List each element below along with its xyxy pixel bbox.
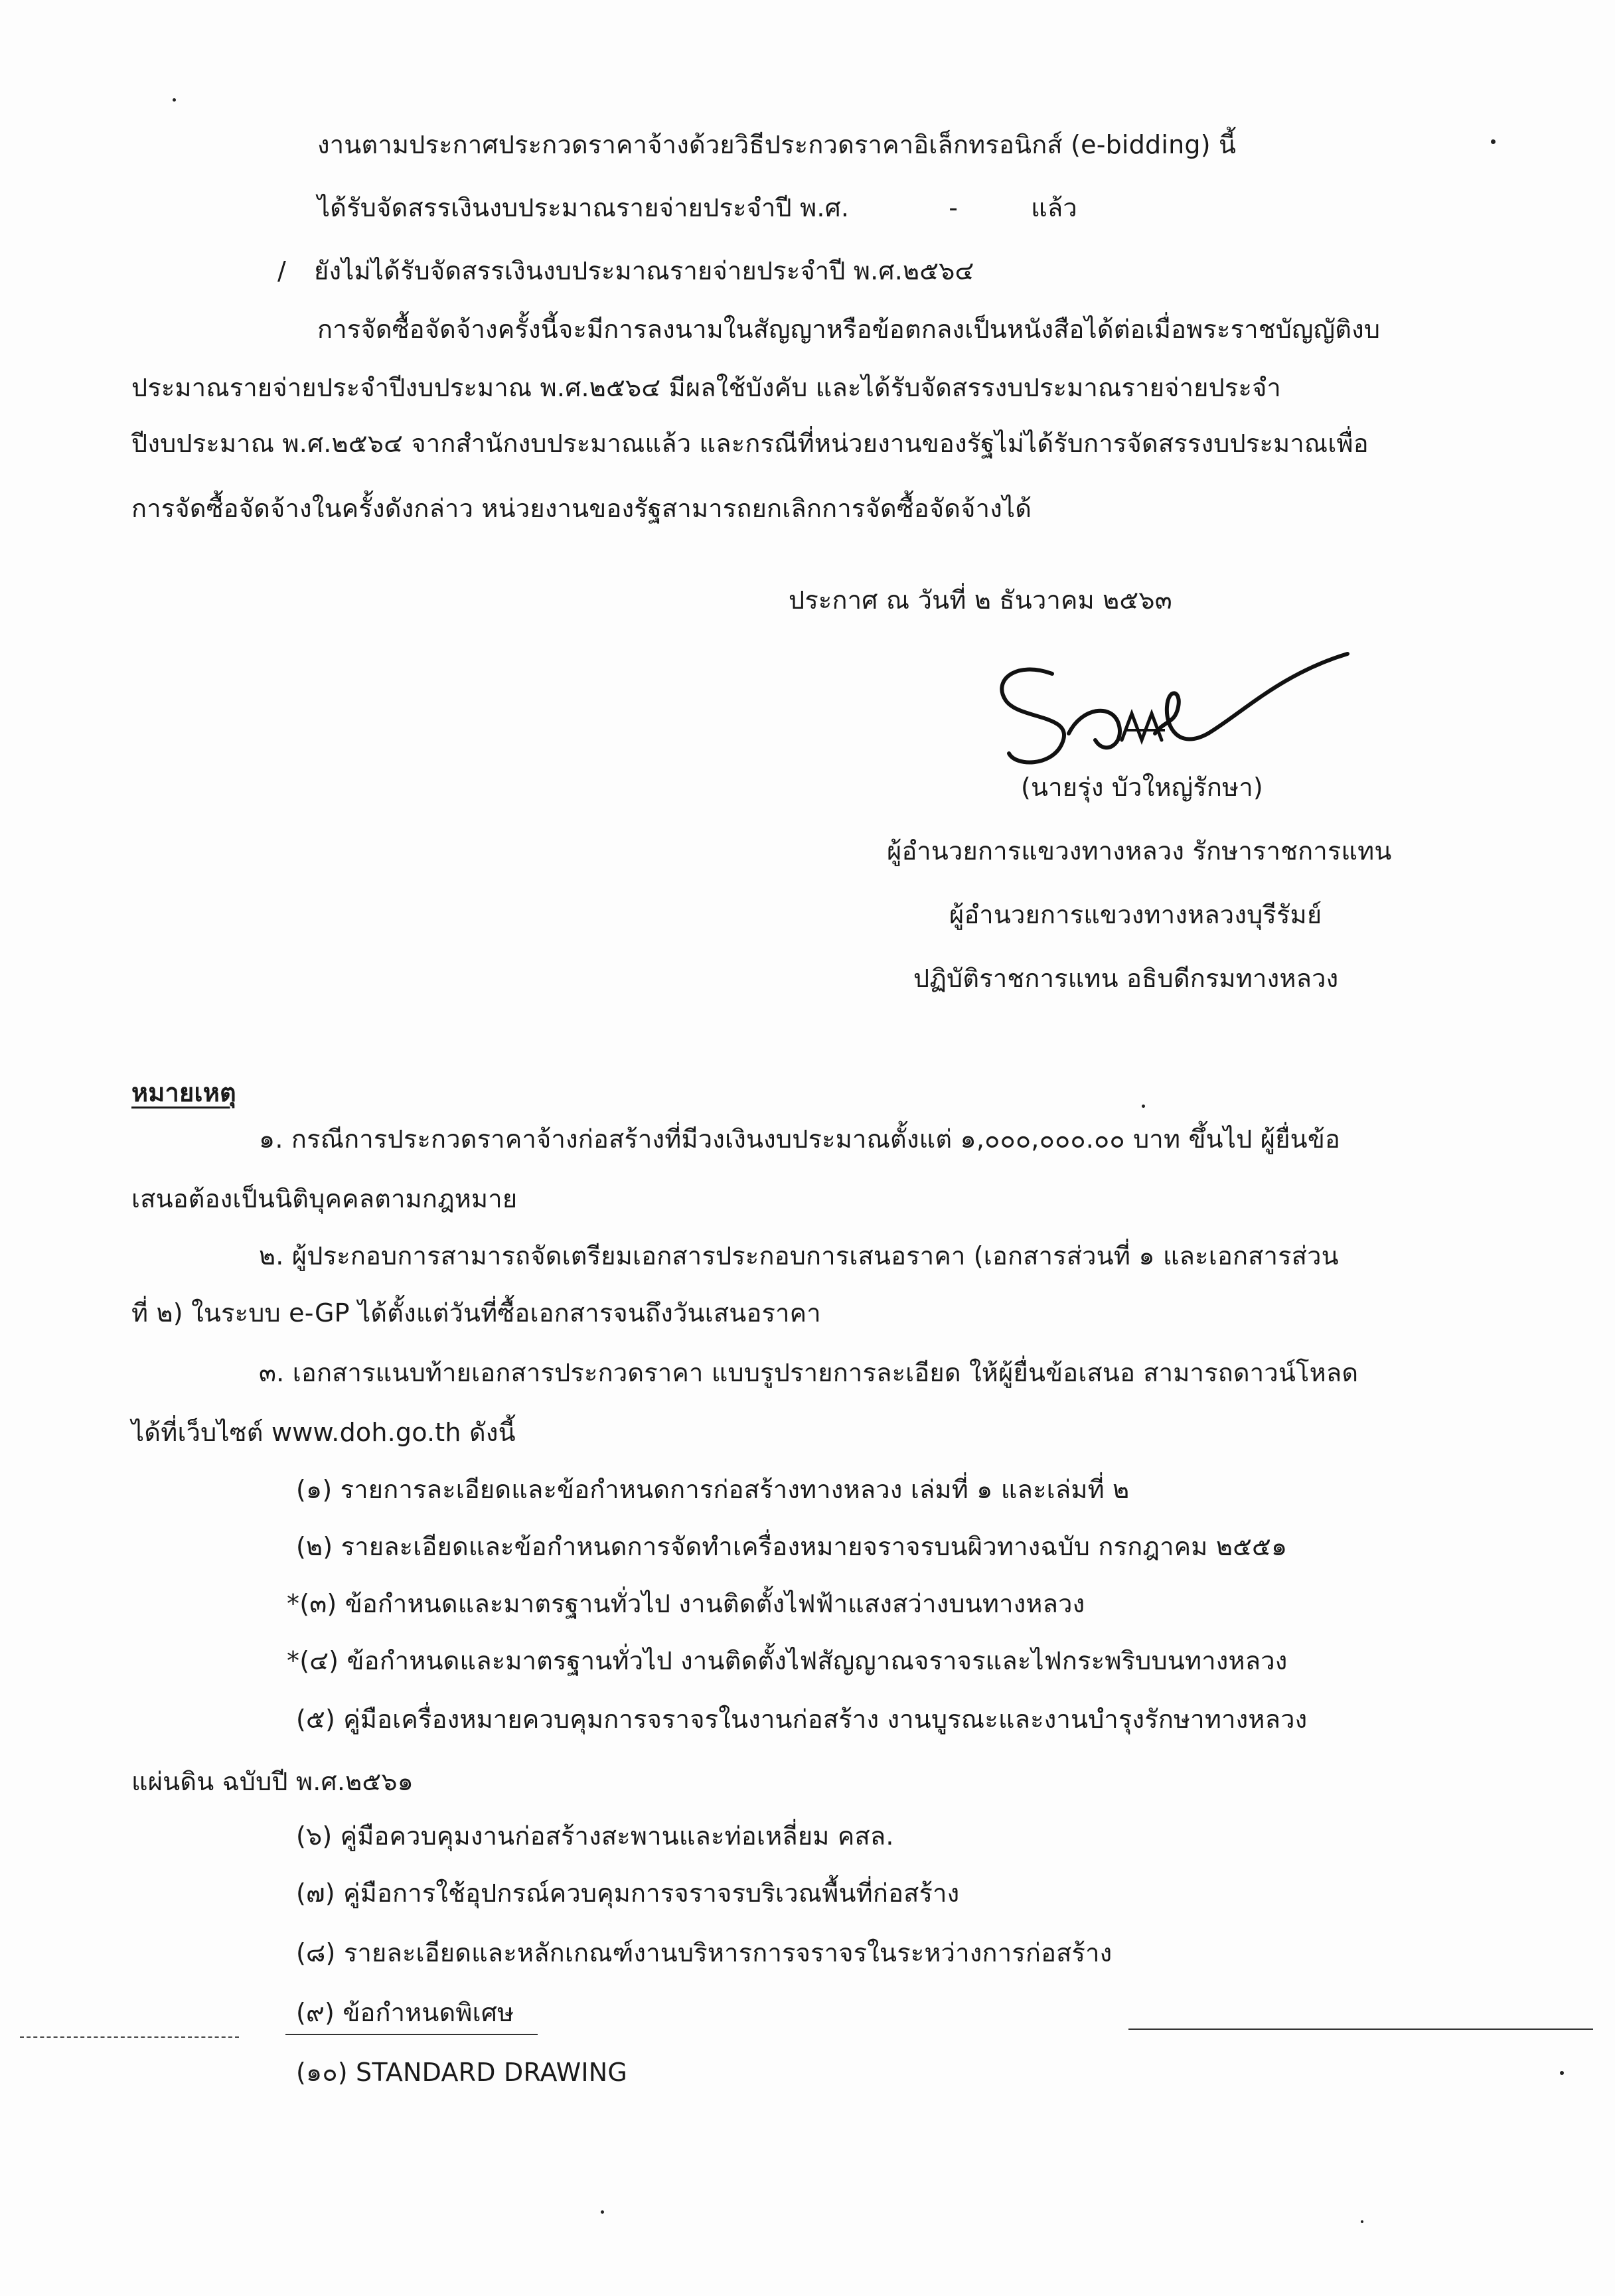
divider-left	[20, 2036, 239, 2038]
signatory-position-3: ปฏิบัติราชการแทน อธิบดีกรมทางหลวง	[913, 964, 1339, 993]
divider-mid	[285, 2034, 538, 2035]
document-item-9: (๙) ข้อกำหนดพิเศษ	[296, 1998, 514, 2027]
scan-speck	[1361, 2220, 1363, 2223]
condition-line-3: ปีงบประมาณ พ.ศ.๒๕๖๔ จากสำนักงบประมาณแล้ว และกรณีที่หน่วยงานของรัฐไม่ได้รับการจัดสรรงบประมาณเพื่อ	[131, 429, 1369, 458]
signatory-name: (นายรุ่ง บัวใหญ่รักษา)	[1021, 773, 1263, 802]
document-item-6: (๖) คู่มือควบคุมงานก่อสร้างสะพานและท่อเหลี่ยม คสล.	[296, 1821, 894, 1851]
announcement-date: ประกาศ ณ วันที่ ๒ ธันวาคม ๒๕๖๓	[789, 585, 1172, 615]
note-line-1: ๑. กรณีการประกวดราคาจ้างก่อสร้างที่มีวงเงินงบประมาณตั้งแต่ ๑,๐๐๐,๐๐๐.๐๐ บาท ขึ้นไป ผู้ยื่นข้อ	[259, 1124, 1341, 1154]
document-item-7: (๗) คู่มือการใช้อุปกรณ์ควบคุมการจราจรบริเวณพื้นที่ก่อสร้าง	[296, 1878, 960, 1908]
scan-speck	[173, 98, 176, 102]
document-item-3: *(๓) ข้อกำหนดและมาตรฐานทั่วไป งานติดตั้งไฟฟ้าแสงสว่างบนทางหลวง	[287, 1589, 1085, 1618]
budget-not-allocated-text: ยังไม่ได้รับจัดสรรเงินงบประมาณรายจ่ายประจำปี พ.ศ.๒๕๖๔	[314, 256, 974, 285]
condition-line-1: การจัดซื้อจัดจ้างครั้งนี้จะมีการลงนามในสัญญาหรือข้อตกลงเป็นหนังสือได้ต่อเมื่อพระราชบัญญัติงบ	[317, 315, 1381, 344]
document-item-5-cont: แผ่นดิน ฉบับปี พ.ศ.๒๕๖๑	[131, 1767, 414, 1796]
scan-speck	[601, 2210, 604, 2214]
intro-line: งานตามประกาศประกวดราคาจ้างด้วยวิธีประกวดราคาอิเล็กทรอนิกส์ (e-bidding) นี้	[317, 130, 1237, 159]
document-item-4: *(๔) ข้อกำหนดและมาตรฐานทั่วไป งานติดตั้งไฟสัญญาณจราจรและไฟกระพริบบนทางหลวง	[287, 1646, 1288, 1675]
scan-speck	[1491, 139, 1496, 144]
note-line-6: ได้ที่เว็บไซต์ www.doh.go.th ดังนี้	[131, 1418, 516, 1447]
budget-allocated-year: -	[949, 193, 959, 222]
condition-line-4: การจัดซื้อจัดจ้างในครั้งดังกล่าว หน่วยงานของรัฐสามารถยกเลิกการจัดซื้อจัดจ้างได้	[131, 494, 1032, 523]
divider-right	[1128, 2028, 1593, 2030]
signatory-position-1: ผู้อำนวยการแขวงทางหลวง รักษาราชการแทน	[887, 836, 1392, 866]
signatory-position-2: ผู้อำนวยการแขวงทางหลวงบุรีรัมย์	[949, 900, 1322, 929]
document-item-8: (๘) รายละเอียดและหลักเกณฑ์งานบริหารการจราจรในระหว่างการก่อสร้าง	[296, 1938, 1113, 1967]
document-item-2: (๒) รายละเอียดและข้อกำหนดการจัดทำเครื่องหมายจราจรบนผิวทางฉบับ กรกฎาคม ๒๕๕๑	[296, 1532, 1288, 1561]
note-line-4: ที่ ๒) ในระบบ e-GP ได้ตั้งแต่วันที่ซื้อเอกสารจนถึงวันเสนอราคา	[131, 1298, 821, 1328]
document-item-10: (๑๐) STANDARD DRAWING	[296, 2058, 628, 2087]
budget-not-allocated-line	[277, 252, 974, 289]
budget-allocated-text: ได้รับจัดสรรเงินงบประมาณรายจ่ายประจำปี พ.ศ.	[317, 193, 850, 222]
scan-speck	[1560, 2071, 1564, 2075]
notes-heading: หมายเหตุ	[131, 1078, 236, 1107]
note-line-3: ๒. ผู้ประกอบการสามารถจัดเตรียมเอกสารประกอบการเสนอราคา (เอกสารส่วนที่ ๑ และเอกสารส่วน	[259, 1241, 1339, 1270]
note-line-5: ๓. เอกสารแนบท้ายเอกสารประกวดราคา แบบรูปรายการละเอียด ให้ผู้ยื่นข้อเสนอ สามารถดาวน์โหลด	[259, 1358, 1359, 1387]
check-mark: /	[277, 256, 287, 285]
note-line-2: เสนอต้องเป็นนิติบุคคลตามกฎหมาย	[131, 1184, 518, 1213]
budget-allocated-line	[317, 189, 1077, 226]
document-item-5: (๕) คู่มือเครื่องหมายควบคุมการจราจรในงานก่อสร้าง งานบูรณะและงานบำรุงรักษาทางหลวง	[296, 1705, 1308, 1734]
budget-allocated-suffix: แล้ว	[1031, 193, 1077, 222]
document-item-1: (๑) รายการละเอียดและข้อกำหนดการก่อสร้างทางหลวง เล่มที่ ๑ และเล่มที่ ๒	[296, 1475, 1130, 1504]
signature-image	[989, 634, 1361, 787]
scan-speck	[1142, 1105, 1145, 1108]
condition-line-2: ประมาณรายจ่ายประจำปีงบประมาณ พ.ศ.๒๕๖๔ มีผลใช้บังคับ และได้รับจัดสรรงบประมาณรายจ่ายประจำ	[131, 373, 1281, 402]
